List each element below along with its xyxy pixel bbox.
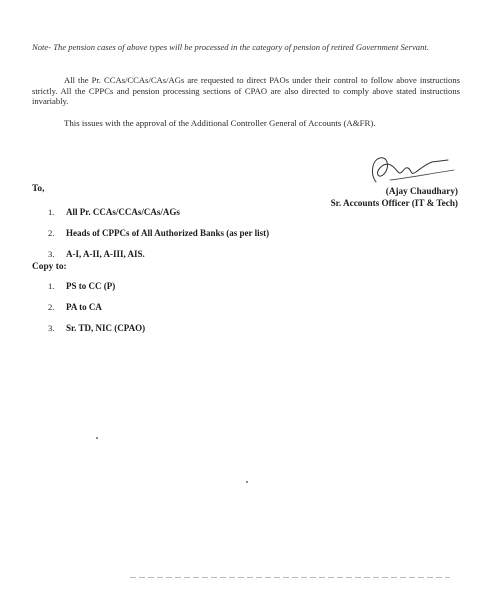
list-item <box>48 322 145 343</box>
note-text: The pension cases of above types will be processed in the category of pension of retired Government Servant. <box>53 42 429 52</box>
note-label: Note- <box>32 42 52 52</box>
list-text: All Pr. CCAs/CCAs/CAs/AGs <box>66 207 180 217</box>
copy-to-label: Copy to: <box>32 262 67 272</box>
recipient-list <box>48 206 269 269</box>
to-label: To, <box>32 184 45 194</box>
note-paragraph <box>32 42 460 53</box>
list-text: Sr. TD, NIC (CPAO) <box>66 323 146 333</box>
list-text: PA to CA <box>66 302 102 312</box>
scan-speck <box>96 437 98 439</box>
list-text: Heads of CPPCs of All Authorized Banks (as per list) <box>66 228 270 238</box>
signatory-name: (Ajay Chaudhary) <box>385 186 458 196</box>
instruction-paragraph: All the Pr. CCAs/CCAs/CAs/AGs are requested to direct PAOs under their control to follow above instructions strictly. All the CPPCs and pension processing sections of CPAO are also directed to comply above stated instructions invariably. <box>32 75 460 106</box>
list-number: 3. <box>48 249 55 259</box>
list-number: 1. <box>48 207 55 217</box>
scan-speck <box>246 481 248 483</box>
list-number: 2. <box>48 228 55 238</box>
list-text: A-I, A-II, A-III, AIS. <box>66 249 145 259</box>
list-item <box>48 280 145 301</box>
scan-edge-line <box>130 577 450 578</box>
list-number: 2. <box>48 302 55 312</box>
list-text: PS to CC (P) <box>66 281 116 291</box>
signatory-designation: Sr. Accounts Officer (IT & Tech) <box>330 198 458 208</box>
handwritten-signature <box>258 152 458 188</box>
list-number: 3. <box>48 323 55 333</box>
list-item <box>48 248 269 269</box>
list-item <box>48 206 269 227</box>
approval-paragraph: This issues with the approval of the Additional Controller General of Accounts (A&FR). <box>64 118 376 128</box>
list-item <box>48 301 145 322</box>
list-number: 1. <box>48 281 55 291</box>
list-item <box>48 227 269 248</box>
copy-list <box>48 280 145 343</box>
